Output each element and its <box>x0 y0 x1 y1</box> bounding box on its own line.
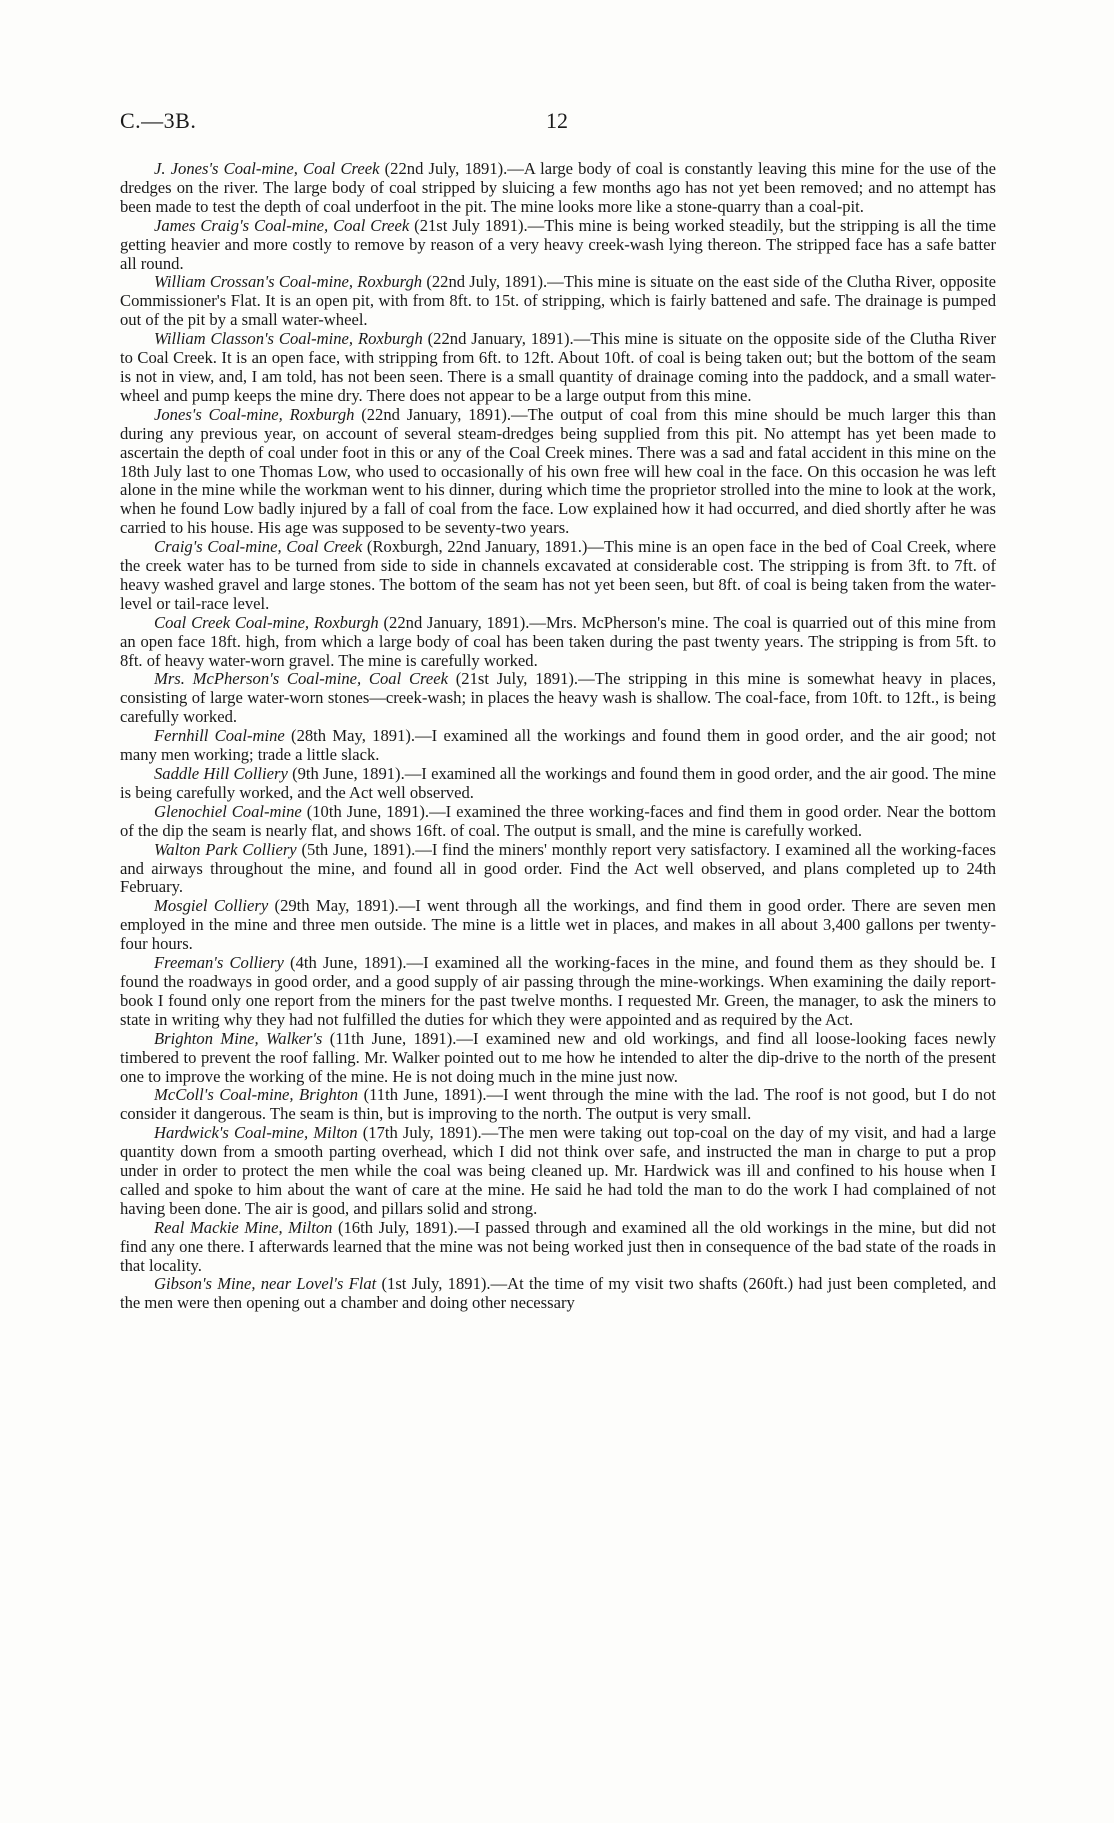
mine-report-paragraph <box>120 614 996 671</box>
mine-name: Walton Park Colliery <box>154 839 297 859</box>
mine-report-text: (29th May, 1891).—I went through all the workings, and find them in good order. There are seven men employed in the mine and three men outside. The mine is a little wet in places, and makes in all about 3,400 gallons per twenty-four hours. <box>120 896 996 954</box>
mine-report-text: (21st July 1891).—This mine is being worked steadily, but the stripping is all the time getting heavier and more costly to remove by reason of a very heavy creek-wash lying thereon. The stripped face has a safe batter all round. <box>120 215 996 273</box>
mine-report-paragraph <box>120 538 996 614</box>
mine-report-text: (22nd January, 1891).—Mrs. McPherson's mine. The coal is quarried out of this mine from an open face 18ft. high, from which a large body of coal has been taken during the past twenty years. The stripping is from 5ft. to 8ft. of heavy water-worn gravel. The mine is carefully worked. <box>120 612 996 670</box>
page-header <box>120 108 996 144</box>
mine-name: Mosgiel Colliery <box>154 896 269 916</box>
mine-report-text: (1st July, 1891).—At the time of my visit two shafts (260ft.) had just been completed, and the men were then opening out a chamber and doing other necessary <box>120 1274 996 1313</box>
mine-name: Gibson's Mine, near Lovel's Flat <box>154 1274 377 1294</box>
mine-report-paragraph <box>120 1124 996 1219</box>
mine-report-text: (22nd July, 1891).—This mine is situate on the east side of the Clutha River, opposite Commissioner's Flat. It is an open pit, with from 8ft. to 15t. of stripping, which is fairly battened and safe. The drainage is pumped out of the pit by a small water-wheel. <box>120 272 996 330</box>
mine-report-paragraph <box>120 841 996 898</box>
mine-report-text: (17th July, 1891).—The men were taking out top-coal on the day of my visit, and had a large quantity down from a smooth parting overhead, which I did not think over safe, and instructed the man in charge to put a prop under in order to protect the men while the coal was being cleaned up. Mr. Hardwick was ill and confined to his house when I called and spoke to him about the want of care at the mine. He said he had told the man to do the work I had complained of not having been done. The air is good, and pillars solid and strong. <box>120 1123 996 1218</box>
mine-name: Coal Creek Coal-mine, Roxburgh <box>154 612 379 632</box>
mine-name: Saddle Hill Colliery <box>154 764 288 783</box>
mine-report-paragraph <box>120 897 996 954</box>
mine-name: Glenochiel Coal-mine <box>154 801 302 821</box>
page-number: 12 <box>546 108 568 133</box>
mine-report-text: (Roxburgh, 22nd January, 1891.)—This mine is an open face in the bed of Coal Creek, where the creek water has to be turned from side to side in channels excavated at considerable cost. The stripping is from 3ft. to 7ft. of heavy washed gravel and large stones. The bottom of the seam has not yet been seen, but 8ft. of coal is being taken from the water-level or tail-race level. <box>120 537 996 613</box>
mine-name: Mrs. McPherson's Coal-mine, Coal Creek <box>154 669 448 689</box>
mine-report-paragraph <box>120 330 996 406</box>
mine-report-text: (22nd January, 1891).—The output of coal from this mine should be much larger this than during any previous year, on account of several steam-dredges being supplied from this pit. No attempt has yet been made to ascertain the depth of coal under foot in this or any of the Coal Creek mines. There was a sad and fatal accident in this mine on the 18th July last to one Thomas Low, who used to occasionally of his own free will hew coal in the face. On this occasion he was left alone in the mine while the workman went to his dinner, during which time the proprietor strolled into the mine to look at the work, when he found Low badly injured by a fall of coal from the face. Low explained how it had occurred, and died shortly after he was carried to his house. His age was supposed to be seventy-two years. <box>120 404 996 538</box>
mine-name: William Classon's Coal-mine, Roxburgh <box>154 329 423 349</box>
mine-report-text: (10th June, 1891).—I examined the three working-faces and find them in good order. Near the bottom of the dip the seam is nearly flat, and shows 16ft. of coal. The output is small, and the mine is carefully worked. <box>120 801 996 840</box>
mine-report-paragraph <box>120 406 996 538</box>
mine-report-paragraph <box>120 1275 996 1313</box>
mine-report-paragraph <box>120 1086 996 1124</box>
mine-report-text: (21st July, 1891).—The stripping in this mine is somewhat heavy in places, consisting of large water-worn stones—creek-wash; in places the heavy wash is shallow. The coal-face, from 10ft. to 12ft., is being carefully worked. <box>120 669 996 727</box>
mine-report-paragraph <box>120 273 996 330</box>
mine-name: Real Mackie Mine, Milton <box>154 1217 333 1237</box>
mine-name: Hardwick's Coal-mine, Milton <box>154 1123 358 1143</box>
mine-report-paragraph <box>120 1219 996 1276</box>
mine-name: James Craig's Coal-mine, Coal Creek <box>154 215 410 235</box>
document-reference: C.—3B. <box>120 108 197 133</box>
mine-name: Brighton Mine, Walker's <box>154 1028 323 1048</box>
mine-report-paragraph <box>120 765 996 803</box>
mine-name: McColl's Coal-mine, Brighton <box>154 1085 359 1105</box>
mine-report-text: (11th June, 1891).—I examined new and old workings, and find all loose-looking faces newly timbered to prevent the roof falling. Mr. Walker pointed out to me how he intended to alter the dip-drive to the north of the present one to improve the working of the mine. He is not doing much in the mine just now. <box>120 1028 996 1086</box>
mine-name: William Crossan's Coal-mine, Roxburgh <box>154 272 423 292</box>
report-body <box>120 160 996 1313</box>
mine-report-text: (4th June, 1891).—I examined all the working-faces in the mine, and found them as they should be. I found the roadways in good order, and a good supply of air passing through the mine-workings. When examining the daily report-book I found only one report from the miners for the past twelve months. I requested Mr. Green, the manager, to ask the miners to state in writing why they had not fulfilled the duties for which they were appointed and as required by the Act. <box>120 953 996 1029</box>
mine-report-paragraph <box>120 670 996 727</box>
mine-report-paragraph <box>120 217 996 274</box>
mine-name: Fernhill Coal-mine <box>154 726 285 746</box>
mine-report-text: (5th June, 1891).—I find the miners' monthly report very satisfactory. I examined all the working-faces and airways throughout the mine, and found all in good order. Find the Act well observed, and plans completed up to 24th February. <box>120 839 996 897</box>
mine-report-text: (22nd January, 1891).—This mine is situate on the opposite side of the Clutha River to Coal Creek. It is an open face, with stripping from 6ft. to 12ft. About 10ft. of coal is being taken out; but the bottom of the seam is not in view, and, I am told, has not been seen. There is a small quantity of drainage coming into the paddock, and a small water-wheel and pump keeps the mine dry. There does not appear to be a large output from this mine. <box>120 329 996 405</box>
mine-report-text: (22nd July, 1891).—A large body of coal is constantly leaving this mine for the use of the dredges on the river. The large body of coal stripped by sluicing a few months ago has not yet been removed; and no attempt has been made to test the depth of coal underfoot in the pit. The mine looks more like a stone-quarry than a coal-pit. <box>120 159 997 216</box>
mine-report-text: (28th May, 1891).—I examined all the workings and found them in good order, and the air good; not many men working; trade a little slack. <box>120 726 997 765</box>
mine-name: Jones's Coal-mine, Roxburgh <box>154 404 355 424</box>
mine-report-text: (9th June, 1891).—I examined all the workings and found them in good order, and the air good. The mine is being carefully worked, and the Act well observed. <box>120 764 996 802</box>
mine-report-text: (11th June, 1891).—I went through the mine with the lad. The roof is not good, but I do not consider it dangerous. The seam is thin, but is improving to the north. The output is very small. <box>120 1085 996 1124</box>
mine-name: J. Jones's Coal-mine, Coal Creek <box>154 159 380 178</box>
mine-report-text: (16th July, 1891).—I passed through and examined all the old workings in the mine, but did not find any one there. I afterwards learned that the mine was not being worked just then in consequence of the bad state of the roads in that locality. <box>120 1217 996 1275</box>
mine-report-paragraph <box>120 803 996 841</box>
mine-report-paragraph <box>120 727 996 765</box>
mine-report-paragraph <box>120 160 996 217</box>
mine-name: Freeman's Colliery <box>154 953 284 973</box>
mine-report-paragraph <box>120 1030 996 1087</box>
mine-name: Craig's Coal-mine, Coal Creek <box>154 537 363 557</box>
mine-report-paragraph <box>120 954 996 1030</box>
